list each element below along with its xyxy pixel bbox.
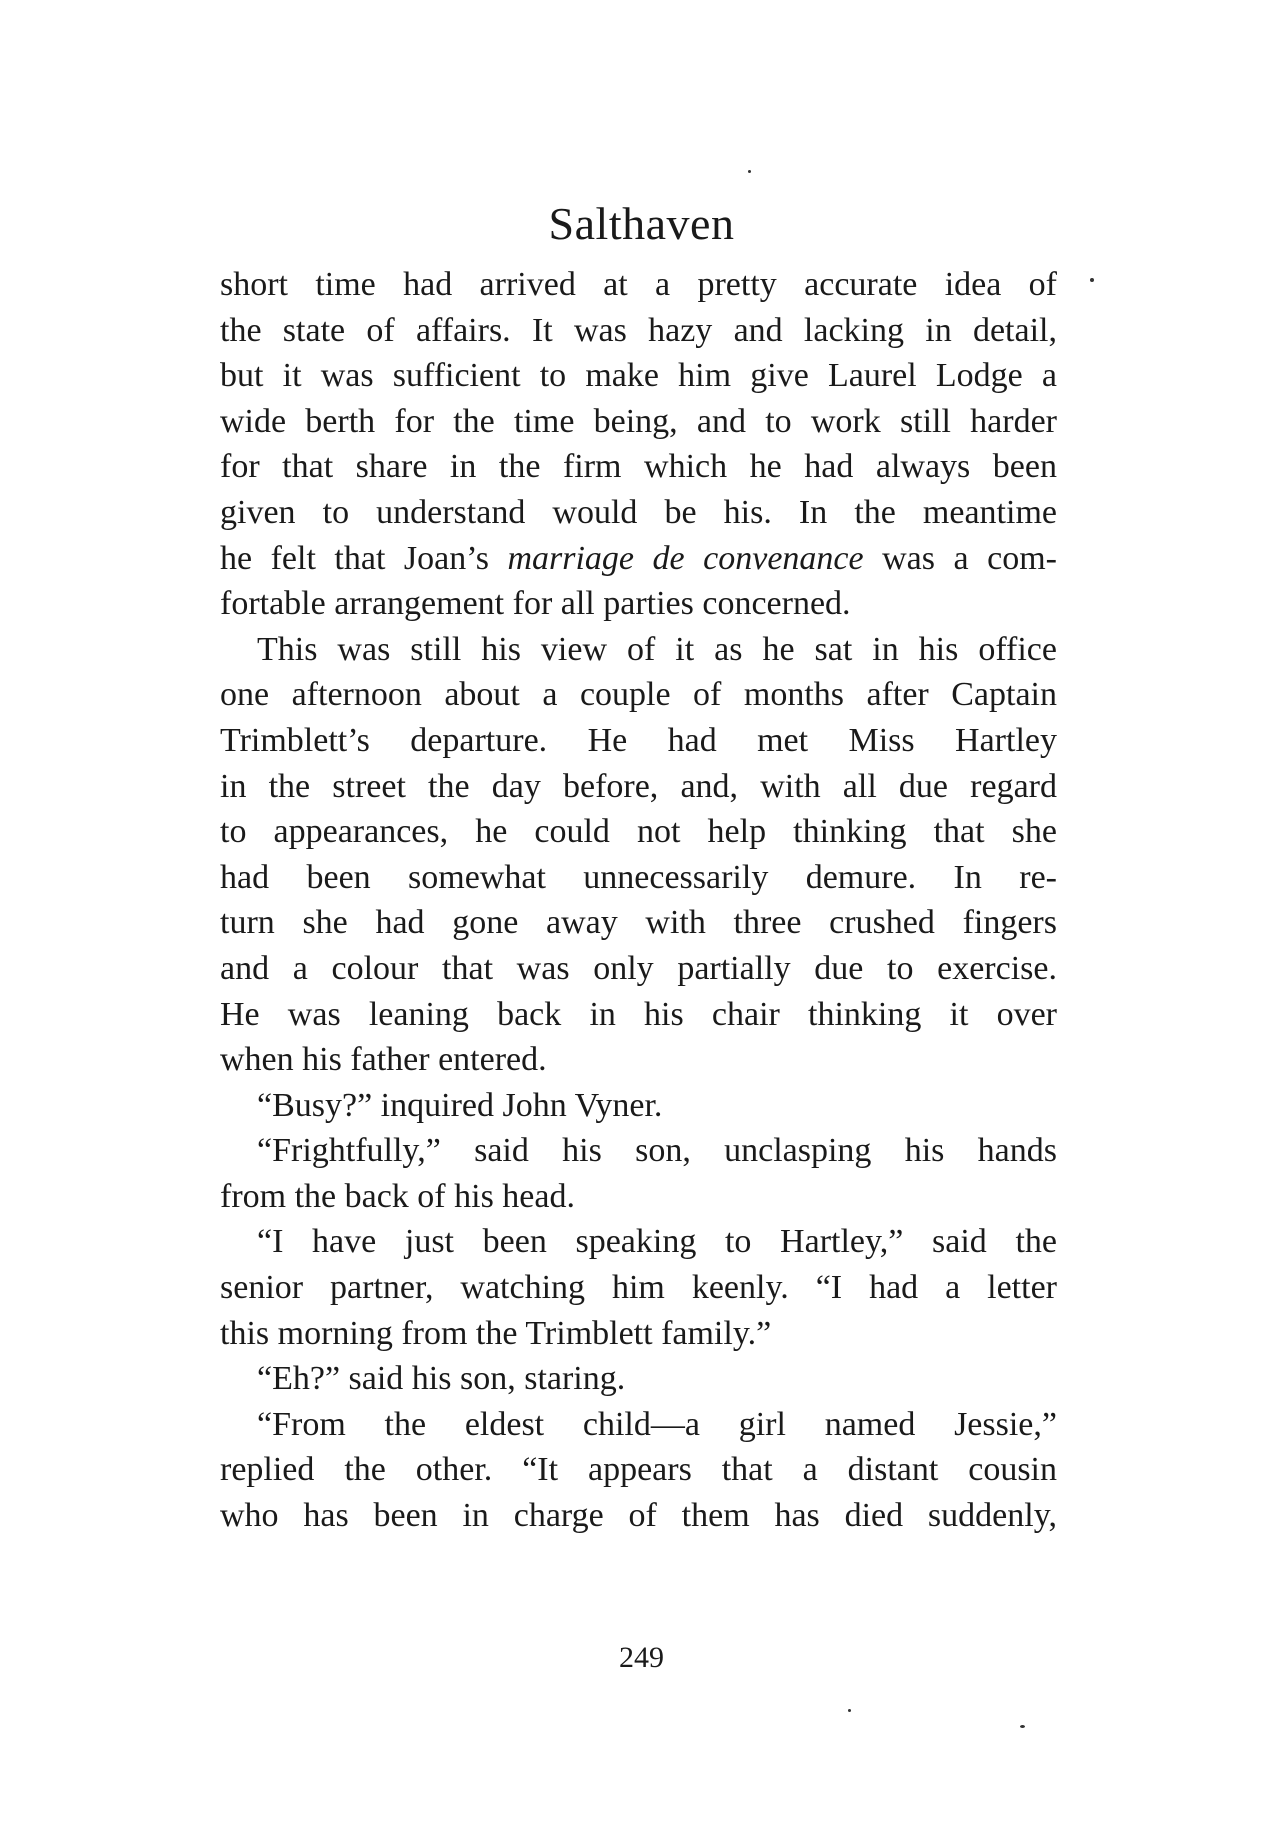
scan-speck bbox=[748, 170, 751, 173]
paragraph-start-line: This was still his view of it as he sat in his office bbox=[257, 630, 1057, 668]
text-line: given to understand would be his. In the meantime bbox=[220, 493, 1057, 531]
text-line: turn she had gone away with three crushed fingers bbox=[220, 904, 1057, 942]
text-line: this morning from the Trimblett family.” bbox=[220, 1314, 772, 1352]
line-text: was a com- bbox=[863, 539, 1057, 577]
text-line: in the street the day before, and, with all due regard bbox=[220, 767, 1057, 805]
body-text bbox=[220, 262, 1057, 1539]
scan-speck bbox=[1020, 1725, 1025, 1728]
running-head: Salthaven bbox=[548, 198, 735, 249]
italic-phrase: marriage de convenance bbox=[507, 539, 864, 577]
scan-speck bbox=[1090, 278, 1094, 282]
text-line: and a colour that was only partially due to exercise. bbox=[220, 949, 1057, 987]
text-line: the state of affairs. It was hazy and lacking in detail, bbox=[220, 311, 1057, 349]
paragraph-start-line: “From the eldest child—a girl named Jessie,” bbox=[257, 1405, 1057, 1443]
text-line: from the back of his head. bbox=[220, 1177, 575, 1215]
text-line: to appearances, he could not help thinking that she bbox=[220, 813, 1057, 851]
text-line: fortable arrangement for all parties concerned. bbox=[220, 585, 851, 623]
text-line: Trimblett’s departure. He had met Miss Hartley bbox=[220, 721, 1057, 759]
text-line: had been somewhat unnecessarily demure. In re- bbox=[220, 858, 1057, 896]
paragraph-start-line: “I have just been speaking to Hartley,” said the bbox=[257, 1223, 1057, 1261]
text-line: He was leaning back in his chair thinking it over bbox=[220, 995, 1057, 1033]
text-line: one afternoon about a couple of months after Captain bbox=[220, 676, 1057, 714]
paragraph-start-line: “Busy?” inquired John Vyner. bbox=[257, 1086, 663, 1124]
paragraph-start-line: “Frightfully,” said his son, unclasping his hands bbox=[257, 1132, 1057, 1170]
scan-speck bbox=[848, 1709, 851, 1712]
text-line: when his father entered. bbox=[220, 1041, 547, 1079]
text-line: replied the other. “It appears that a distant cousin bbox=[220, 1451, 1057, 1489]
page-number: 249 bbox=[619, 1641, 664, 1674]
text-line: wide berth for the time being, and to work still harder bbox=[220, 402, 1057, 440]
line-text: he felt that Joan’s bbox=[220, 539, 508, 577]
text-line: for that share in the firm which he had always been bbox=[220, 448, 1057, 486]
text-line: short time had arrived at a pretty accurate idea of bbox=[220, 266, 1057, 303]
text-line: senior partner, watching him keenly. “I had a letter bbox=[220, 1269, 1057, 1307]
text-line: but it was sufficient to make him give Laurel Lodge a bbox=[220, 357, 1057, 395]
text-line bbox=[220, 536, 1057, 582]
paragraph-start-line: “Eh?” said his son, staring. bbox=[257, 1360, 626, 1398]
text-line: who has been in charge of them has died suddenly, bbox=[220, 1497, 1057, 1535]
